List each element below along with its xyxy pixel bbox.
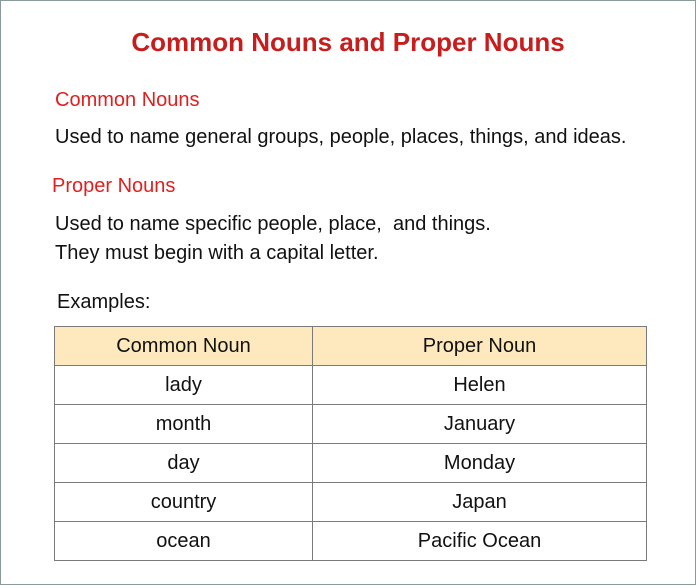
common-nouns-heading: Common Nouns xyxy=(55,89,200,111)
examples-label: Examples: xyxy=(57,291,151,313)
table-row xyxy=(55,405,647,444)
table-row xyxy=(55,444,647,483)
proper-noun-cell: Helen xyxy=(313,366,647,405)
proper-nouns-heading: Proper Nouns xyxy=(52,175,176,197)
proper-noun-cell: Pacific Ocean xyxy=(313,522,647,561)
examples-table xyxy=(54,326,647,561)
proper-nouns-definition-line1: Used to name specific people, place, and things. xyxy=(55,213,491,235)
proper-nouns-definition-line2: They must begin with a capital letter. xyxy=(55,242,379,264)
common-noun-cell: lady xyxy=(55,366,313,405)
common-noun-cell: day xyxy=(55,444,313,483)
table-row xyxy=(55,522,647,561)
proper-noun-cell: Monday xyxy=(313,444,647,483)
table-row xyxy=(55,483,647,522)
page-title: Common Nouns and Proper Nouns xyxy=(131,27,565,57)
table-header-row xyxy=(55,327,647,366)
proper-noun-cell: Japan xyxy=(313,483,647,522)
column-header-common-noun: Common Noun xyxy=(55,327,313,366)
common-noun-cell: country xyxy=(55,483,313,522)
common-noun-cell: ocean xyxy=(55,522,313,561)
common-noun-cell: month xyxy=(55,405,313,444)
column-header-proper-noun: Proper Noun xyxy=(313,327,647,366)
common-nouns-definition: Used to name general groups, people, places, things, and ideas. xyxy=(55,126,627,148)
table-row xyxy=(55,366,647,405)
proper-noun-cell: January xyxy=(313,405,647,444)
